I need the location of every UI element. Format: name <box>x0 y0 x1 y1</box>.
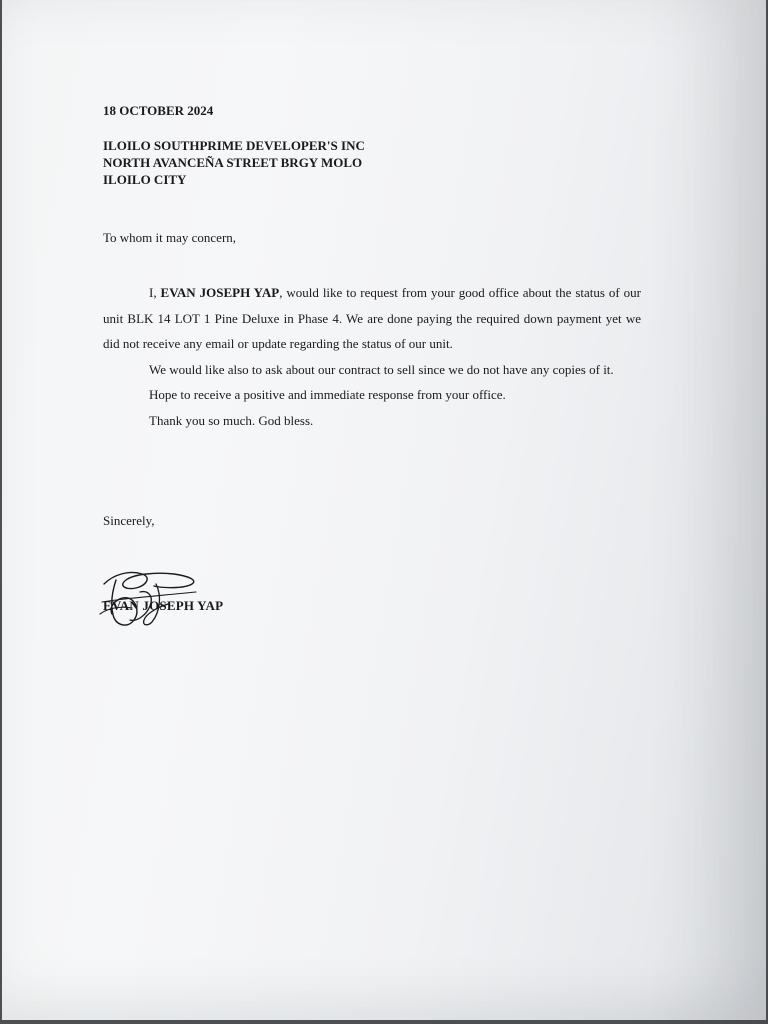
paragraph-request-text: , would like to request from your good office about the status of our unit BLK 14 LOT 1 Pine Deluxe in Phase 4. We are done paying the required down payment yet we did not receive any email or update regarding the status of our unit. <box>103 285 641 351</box>
recipient-line-1: ILOILO SOUTHPRIME DEVELOPER'S INC <box>103 138 365 153</box>
paragraph-hope: Hope to receive a positive and immediate response from your office. <box>149 387 506 402</box>
handwritten-signature <box>96 562 206 632</box>
closing: Sincerely, <box>103 513 155 528</box>
paragraph-lead: I, <box>149 285 161 300</box>
recipient-address <box>103 137 365 188</box>
paragraph-contract: We would like also to ask about our contract to sell since we do not have any copies of it. <box>149 361 614 377</box>
paragraph-request <box>103 280 641 357</box>
letter-date: 18 OCTOBER 2024 <box>103 103 214 118</box>
letter-body <box>103 280 641 433</box>
salutation: To whom it may concern, <box>103 230 237 245</box>
sender-name-inline: EVAN JOSEPH YAP <box>160 285 280 300</box>
recipient-line-2: NORTH AVANCEÑA STREET BRGY MOLO <box>103 155 363 170</box>
paragraph-thanks: Thank you so much. God bless. <box>149 412 314 428</box>
recipient-line-3: ILOILO CITY <box>103 172 187 187</box>
signatory-name: EVAN JOSEPH YAP <box>103 598 224 613</box>
